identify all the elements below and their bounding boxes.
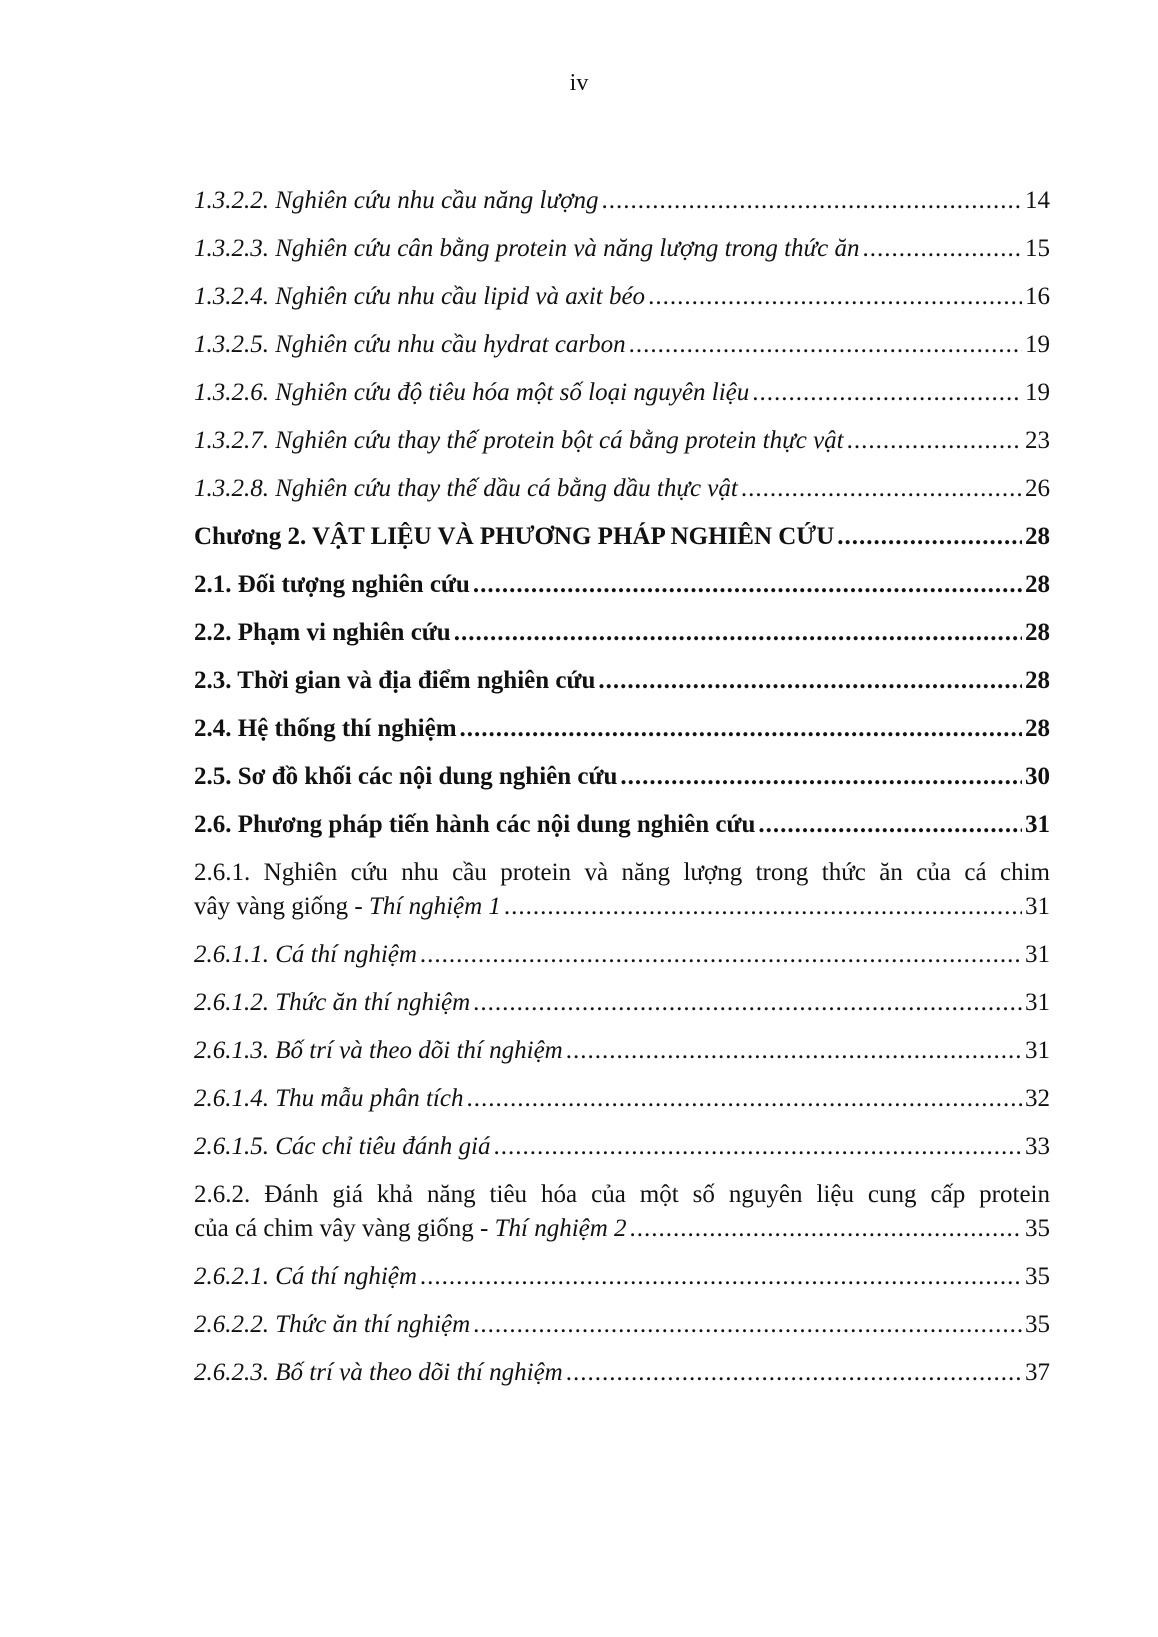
toc-entry-page: 31	[1025, 811, 1050, 838]
toc-entry-2-6-2-2[interactable]	[194, 1308, 1050, 1342]
dot-leader	[752, 376, 1022, 410]
toc-entry-2-6-2-3[interactable]	[194, 1356, 1050, 1390]
dot-leader	[454, 616, 1022, 650]
toc-entry-label: 2.6.2.3. Bố trí và theo dõi thí nghiệm	[194, 1359, 563, 1386]
toc-entry-1-3-2-4[interactable]	[194, 280, 1050, 314]
toc-entry-page: 16	[1025, 283, 1050, 310]
table-of-contents	[194, 184, 1050, 1404]
toc-entry-1-3-2-6[interactable]	[194, 376, 1050, 410]
dot-leader	[847, 424, 1022, 458]
toc-entry-page: 19	[1025, 379, 1050, 406]
toc-entry-2-6-1-4[interactable]	[194, 1082, 1050, 1116]
toc-entry-page: 26	[1025, 475, 1050, 502]
toc-entry-label: 1.3.2.7. Nghiên cứu thay thế protein bột cá bằng protein thực vật	[194, 427, 844, 454]
toc-entry-page: 30	[1025, 763, 1050, 790]
toc-entry-page: 35	[1025, 1263, 1050, 1290]
toc-entry-page: 37	[1025, 1359, 1050, 1386]
dot-leader	[863, 232, 1022, 266]
dot-leader	[630, 1212, 1022, 1246]
toc-entry-2-4[interactable]	[194, 712, 1050, 746]
toc-entry-page: 31	[1025, 941, 1050, 968]
toc-entry-page: 31	[1025, 1037, 1050, 1064]
toc-entry-label: 2.4. Hệ thống thí nghiệm	[194, 715, 457, 742]
toc-entry-label: 2.6.1.1. Cá thí nghiệm	[194, 941, 417, 968]
dot-leader	[566, 1034, 1022, 1068]
toc-entry-label: 2.3. Thời gian và địa điểm nghiên cứu	[194, 667, 596, 694]
toc-entry-label-line2	[194, 1212, 627, 1246]
toc-entry-1-3-2-8[interactable]	[194, 472, 1050, 506]
toc-entry-label: 2.6.2.2. Thức ăn thí nghiệm	[194, 1311, 471, 1338]
dot-leader	[629, 328, 1022, 362]
dot-leader	[758, 808, 1022, 842]
toc-entry-label: 1.3.2.5. Nghiên cứu nhu cầu hydrat carbon	[194, 331, 626, 358]
toc-entry-label: 1.3.2.6. Nghiên cứu độ tiêu hóa một số loại nguyên liệu	[194, 379, 750, 406]
toc-entry-page: 28	[1025, 571, 1050, 598]
toc-entry-label-line2-italic: Thí nghiệm 1	[368, 893, 501, 920]
toc-entry-2-6-1-3[interactable]	[194, 1034, 1050, 1068]
toc-entry-page: 28	[1025, 715, 1050, 742]
toc-entry-label: 2.5. Sơ đồ khối các nội dung nghiên cứu	[194, 763, 618, 790]
toc-entry-1-3-2-2[interactable]	[194, 184, 1050, 218]
toc-entry-page: 28	[1025, 667, 1050, 694]
dot-leader	[648, 280, 1022, 314]
toc-entry-label: 2.6.2.1. Cá thí nghiệm	[194, 1263, 417, 1290]
toc-entry-page: 28	[1025, 619, 1050, 646]
toc-entry-label: 1.3.2.3. Nghiên cứu cân bằng protein và năng lượng trong thức ăn	[194, 235, 860, 262]
toc-entry-label: 2.6.1.4. Thu mẫu phân tích	[194, 1085, 464, 1112]
toc-entry-label-line2	[194, 890, 501, 924]
toc-entry-label: 1.3.2.8. Nghiên cứu thay thế dầu cá bằng dầu thực vật	[194, 475, 738, 502]
toc-entry-label: 2.6.1.2. Thức ăn thí nghiệm	[194, 989, 471, 1016]
toc-entry-page: 33	[1025, 1133, 1050, 1160]
dot-leader	[420, 1260, 1022, 1294]
toc-entry-2-3[interactable]	[194, 664, 1050, 698]
toc-entry-2-6[interactable]	[194, 808, 1050, 842]
toc-entry-label: 2.1. Đối tượng nghiên cứu	[194, 571, 470, 598]
toc-entry-page: 15	[1025, 235, 1050, 262]
toc-entry-2-6-1-2[interactable]	[194, 986, 1050, 1020]
dot-leader	[504, 890, 1022, 924]
dot-leader	[460, 712, 1022, 746]
toc-entry-label: 2.6.1.5. Các chỉ tiêu đánh giá	[194, 1133, 491, 1160]
toc-entry-label-line1: 2.6.1. Nghiên cứu nhu cầu protein và năng lượng trong thức ăn của cá chim	[194, 859, 1050, 886]
toc-entry-label: 2.2. Phạm vi nghiên cứu	[194, 619, 451, 646]
toc-entry-2-6-2[interactable]	[194, 1178, 1050, 1246]
dot-leader	[473, 568, 1022, 602]
toc-entry-label-line2-text: của cá chim vây vàng giống -	[194, 1215, 495, 1242]
toc-entry-2-1[interactable]	[194, 568, 1050, 602]
dot-leader	[473, 986, 1022, 1020]
dot-leader	[601, 184, 1022, 218]
toc-entry-page: 31	[1025, 893, 1050, 920]
toc-entry-chapter-2[interactable]	[194, 520, 1050, 554]
toc-entry-page: 32	[1025, 1085, 1050, 1112]
toc-entry-label-line1: 2.6.2. Đánh giá khả năng tiêu hóa của một số nguyên liệu cung cấp protein	[194, 1181, 1050, 1208]
page-number: iv	[569, 70, 589, 96]
toc-entry-line2	[194, 890, 1050, 924]
toc-entry-label: 1.3.2.4. Nghiên cứu nhu cầu lipid và axit béo	[194, 283, 646, 310]
toc-entry-page: 19	[1025, 331, 1050, 358]
toc-entry-label: 2.6. Phương pháp tiến hành các nội dung nghiên cứu	[194, 811, 756, 838]
toc-entry-page: 28	[1025, 523, 1050, 550]
toc-entry-label: Chương 2. VẬT LIỆU VÀ PHƯƠNG PHÁP NGHIÊN CỨU	[194, 523, 835, 550]
dot-leader	[473, 1308, 1022, 1342]
toc-entry-label: 2.6.1.3. Bố trí và theo dõi thí nghiệm	[194, 1037, 563, 1064]
dot-leader	[566, 1356, 1022, 1390]
toc-entry-1-3-2-3[interactable]	[194, 232, 1050, 266]
dot-leader	[620, 760, 1022, 794]
toc-entry-2-2[interactable]	[194, 616, 1050, 650]
toc-entry-2-5[interactable]	[194, 760, 1050, 794]
dot-leader	[598, 664, 1022, 698]
toc-entry-page: 31	[1025, 989, 1050, 1016]
dot-leader	[494, 1130, 1023, 1164]
toc-entry-2-6-1[interactable]	[194, 856, 1050, 924]
toc-entry-page: 23	[1025, 427, 1050, 454]
dot-leader	[420, 938, 1022, 972]
dot-leader	[741, 472, 1022, 506]
toc-entry-line2	[194, 1212, 1050, 1246]
toc-entry-1-3-2-5[interactable]	[194, 328, 1050, 362]
toc-entry-label-line2-italic: Thí nghiệm 2	[494, 1215, 627, 1242]
toc-entry-2-6-1-5[interactable]	[194, 1130, 1050, 1164]
toc-entry-2-6-1-1[interactable]	[194, 938, 1050, 972]
toc-entry-page: 35	[1025, 1215, 1050, 1242]
dot-leader	[837, 520, 1022, 554]
toc-entry-2-6-2-1[interactable]	[194, 1260, 1050, 1294]
toc-entry-label: 1.3.2.2. Nghiên cứu nhu cầu năng lượng	[194, 187, 599, 214]
toc-entry-label-line2-text: vây vàng giống -	[194, 893, 369, 920]
dot-leader	[466, 1082, 1022, 1116]
toc-entry-page: 14	[1025, 187, 1050, 214]
toc-entry-page: 35	[1025, 1311, 1050, 1338]
toc-entry-1-3-2-7[interactable]	[194, 424, 1050, 458]
